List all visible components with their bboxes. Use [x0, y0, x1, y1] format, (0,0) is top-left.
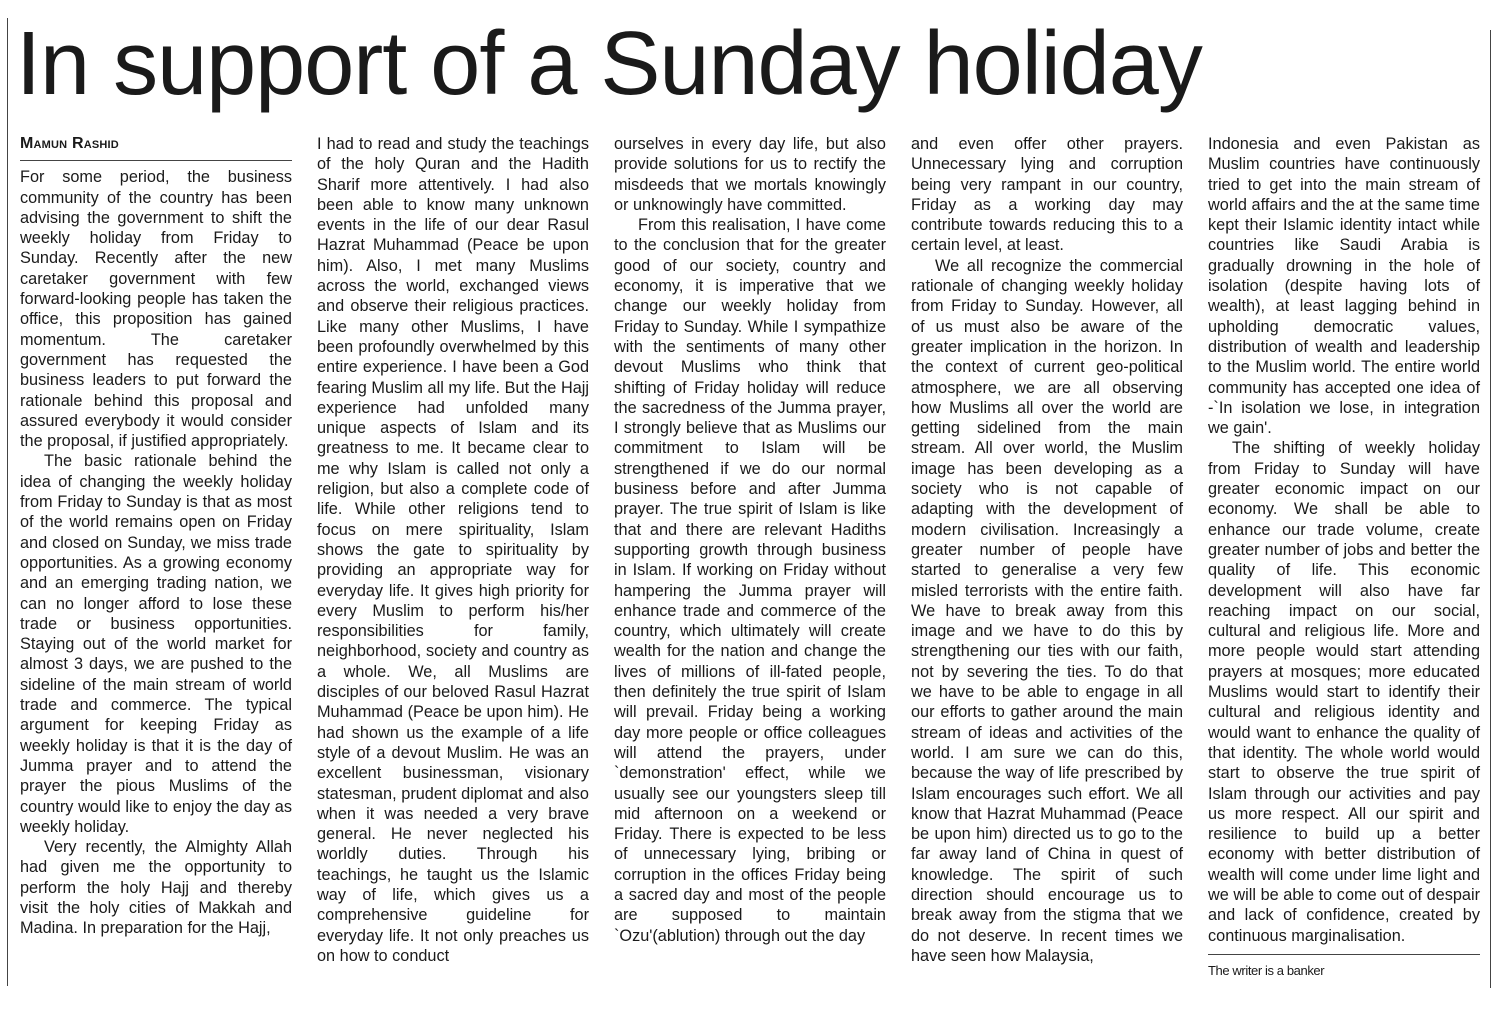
- paragraph: For some period, the business community of the country has been advising the government to shift the weekly holiday from Friday to Sunday. Recently after the new caretaker government with few forward-looking people has taken the office, this proposition has gained momentum. The caretaker government has requested the business leaders to put forward the rationale behind this proposal and assured everybody it would consider the proposal, if justified appropriately.: [20, 168, 292, 451]
- article-column-4: [911, 134, 1183, 966]
- article-column-2: [317, 134, 589, 966]
- article-column-3: [614, 134, 886, 946]
- headline: In support of a Sunday holiday: [16, 14, 1202, 114]
- column-frame-right: [1490, 30, 1491, 988]
- paragraph: and even offer other prayers. Unnecessary lying and corruption being very rampant in our country, Friday as a working day may contribute towards reducing this to a certain level, at least.: [911, 135, 1183, 255]
- author-note: The writer is a banker: [1208, 954, 1480, 979]
- paragraph: The basic rationale behind the idea of changing the weekly holiday from Friday to Sunday is that as most of the world remains open on Friday and closed on Sunday, we miss trade opportunities. As a growing economy and an emerging trading nation, we can no longer afford to lose these trade or business opportunities. Staying out of the world market for almost 3 days, we are pushed to the sideline of the main stream of world trade and commerce. The typical argument for keeping Friday as weekly holiday is that it is the day of Jumma prayer and to attend the prayer the pious Muslims of the country would like to enjoy the day as weekly holiday.: [20, 452, 292, 836]
- article-column-5: [1208, 134, 1480, 979]
- paragraph: From this realisation, I have come to the conclusion that for the greater good of our society, country and economy, it is imperative that we change our weekly holiday from Friday to Sunday. While I sympathize with the sentiments of many other devout Muslims who think that shifting of Friday holiday will reduce the sacredness of the Jumma prayer, I strongly believe that as Muslims our commitment to Islam will be strengthened if we do our normal business before and after Jumma prayer. The true spirit of Islam is like that and there are relevant Hadiths supporting growth through business in Islam. If working on Friday without hampering the Jumma prayer will enhance trade and commerce of the country, which ultimately will create wealth for the nation and change the lives of millions of ill-fated people, then definitely the true spirit of Islam will prevail. Friday being a working day more people or office colleagues will attend the prayers, under `demonstration' effect, while we usually see our youngsters sleep till mid afternoon on a weekend or Friday. There is expected to be less of unnecessary lying, bribing or corruption in the offices Friday being a sacred day and most of the people are supposed to maintain `Ozu'(ablution) through out the day: [614, 216, 886, 945]
- article-column-1: [20, 134, 292, 939]
- paragraph: The shifting of weekly holiday from Friday to Sunday will have greater economic impact on our economy. We shall be able to enhance our trade volume, create greater number of jobs and better the quality of life. This economic development will also have far reaching impact on our social, cultural and religious life. More and more people would start attending prayers at mosques; more educated Muslims would start to identify their cultural and religious identity and would want to enhance the quality of that identity. The whole world would start to observe the true spirit of Islam through our activities and pay us more respect. All our spirit and resilience to build up a better economy with better distribution of wealth will come under lime light and we will be able to come out of despair and lack of confidence, created by continuous marginalisation.: [1208, 439, 1480, 945]
- paragraph: I had to read and study the teachings of the holy Quran and the Hadith Sharif more attentively. I had also been able to know many unknown events in the life of our dear Rasul Hazrat Muhammad (Peace be upon him). Also, I met many Muslims across the world, exchanged views and observe their religious practices. Like many other Muslims, I have been profoundly overwhelmed by this entire experience. I have been a God fearing Muslim all my life. But the Hajj experience had unfolded many unique aspects of Islam and its greatness to me. It became clear to me why Islam is called not only a religion, but also a complete code of life. While other religions tend to focus on mere spirituality, Islam shows the gate to spirituality by providing an appropriate way for everyday life. It gives high priority for every Muslim to perform his/her responsibilities for family, neighborhood, society and country as a whole. We, all Muslims are disciples of our beloved Rasul Hazrat Muhammad (Peace be upon him). He had shown us the example of a life style of a devout Muslim. He was an excellent businessman, visionary statesman, prudent diplomat and also when it was needed a very brave general. He never neglected his worldly duties. Through his teachings, he taught us the Islamic way of life, which gives us a comprehensive guideline for everyday life. It not only preaches us on how to conduct: [317, 135, 589, 965]
- paragraph: Indonesia and even Pakistan as Muslim countries have continuously tried to get into the main stream of world affairs and the at the same time kept their Islamic identity intact while countries like Saudi Arabia is gradually drowning in the hole of isolation (despite having lots of wealth), at least lagging behind in upholding democratic values, distribution of wealth and leadership to the Muslim world. The entire world community has accepted one idea of -`In isolation we lose, in integration we gain'.: [1208, 135, 1480, 438]
- column-frame-left: [7, 18, 8, 986]
- paragraph: Very recently, the Almighty Allah had given me the opportunity to perform the holy Hajj and thereby visit the holy cities of Makkah and Madina. In preparation for the Hajj,: [20, 838, 292, 938]
- paragraph: We all recognize the commercial rationale of changing weekly holiday from Friday to Sunday. However, all of us must also be aware of the greater implication in the horizon. In the context of current geo-political atmosphere, we are all observing how Muslims all over the world are getting sidelined from the main stream. All over world, the Muslim image has been developing as a society who is not capable of adapting with the development of modern civilisation. Increasingly a greater number of people have started to generalise a very few misled terrorists with the entire faith. We have to break away from this image and we have to do this by strengthening our ties with our faith, not by severing the ties. To do that we have to be able to engage in all our efforts to gather around the main stream of ideas and activities of the world. I am sure we can do this, because the way of life prescribed by Islam encourages such effort. We all know that Hazrat Muhammad (Peace be upon him) directed us to go to the far away land of China in quest of knowledge. The spirit of such direction should encourage us to break away from the stigma that we do not deserve. In recent times we have seen how Malaysia,: [911, 256, 1183, 965]
- byline: Mamun Rashid: [20, 134, 292, 161]
- paragraph: ourselves in every day life, but also provide solutions for us to rectify the misdeeds that we mortals knowingly or unknowingly have committed.: [614, 135, 886, 214]
